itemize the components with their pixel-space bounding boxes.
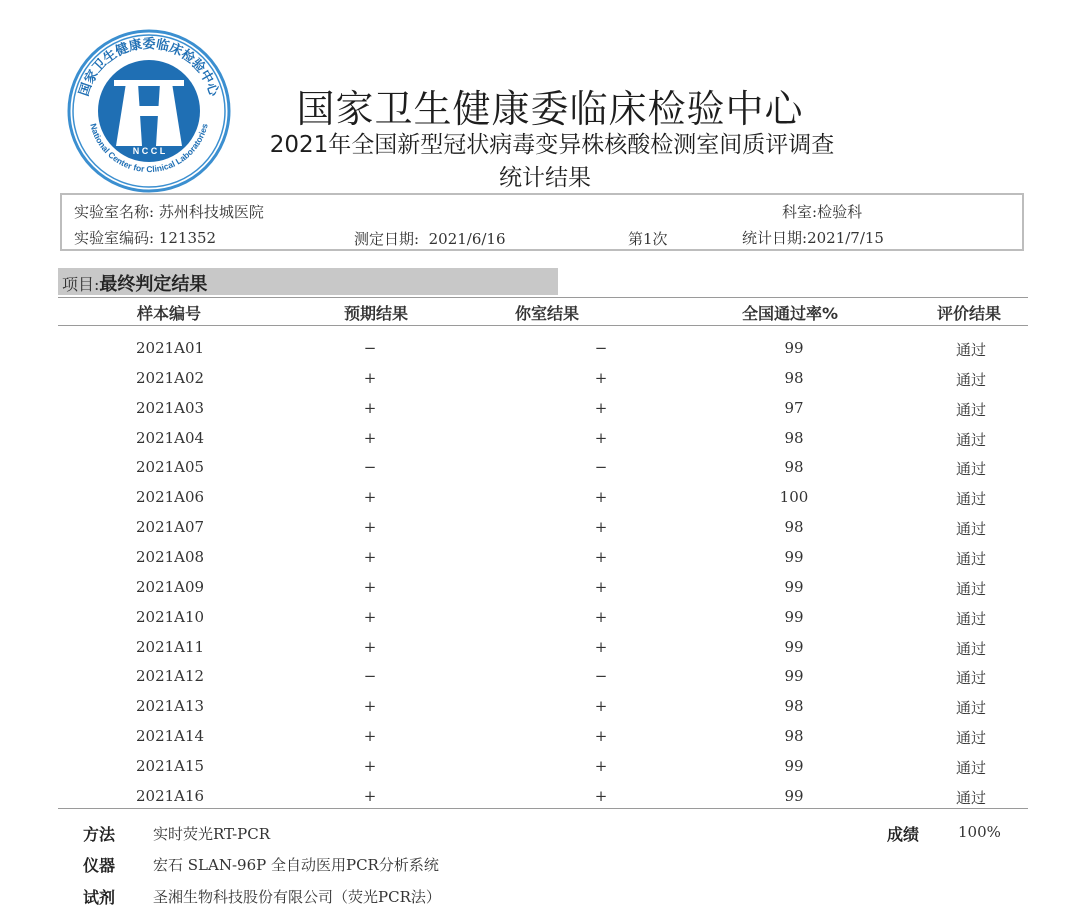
pass-rate-cell: 99: [784, 339, 804, 357]
table-row: [0, 631, 1080, 661]
sample-id-cell: 2021A11: [136, 637, 205, 656]
evaluation-cell: 通过: [956, 669, 987, 688]
expected-result-cell: +: [363, 697, 377, 716]
sample-id-cell: 2021A10: [136, 607, 205, 626]
table-row: [0, 660, 1080, 690]
stat-date-row: [742, 227, 884, 248]
lab-result-cell: +: [594, 398, 608, 417]
evaluation-cell: 通过: [956, 400, 987, 419]
lab-result-cell: −: [594, 339, 608, 357]
pass-rate-cell: 99: [784, 786, 804, 805]
sample-id-cell: 2021A08: [136, 548, 205, 567]
logo-letters: N C C L: [132, 146, 166, 156]
evaluation-cell: 通过: [956, 609, 987, 628]
sample-id-cell: 2021A07: [136, 518, 205, 537]
expected-result-cell: +: [363, 398, 377, 417]
lab-code-label: 实验室编码:: [74, 229, 155, 247]
sample-id-cell: 2021A15: [136, 757, 205, 776]
evaluation-cell: 通过: [956, 788, 987, 807]
table-row: [0, 750, 1080, 780]
reagent-label: 试剂: [83, 888, 116, 907]
col-header-sample-id: 样本编号: [137, 304, 202, 323]
lab-result-cell: +: [594, 637, 608, 656]
lab-result-cell: +: [594, 368, 608, 387]
col-header-expected: 预期结果: [344, 304, 409, 323]
evaluation-cell: 通过: [956, 520, 987, 539]
table-row: [0, 690, 1080, 720]
project-name: 最终判定结果: [99, 274, 208, 295]
sample-id-cell: 2021A13: [136, 697, 205, 716]
evaluation-cell: 通过: [956, 699, 987, 718]
sample-id-cell: 2021A16: [136, 786, 205, 805]
instrument-label: 仪器: [83, 856, 116, 875]
dept-value: 检验科: [817, 203, 863, 221]
table-header-rule: [58, 325, 1028, 326]
lab-result-cell: +: [594, 488, 608, 507]
lab-result-cell: +: [594, 757, 608, 776]
test-date-label: 测定日期:: [354, 230, 420, 248]
nccl-logo: [66, 28, 232, 194]
table-row: [0, 422, 1080, 452]
pass-rate-cell: 98: [784, 697, 804, 716]
expected-result-cell: +: [363, 786, 377, 805]
lab-name-row: [74, 201, 264, 222]
evaluation-cell: 通过: [956, 430, 987, 449]
evaluation-cell: 通过: [956, 341, 987, 359]
org-title: 国家卫生健康委临床检验中心: [296, 87, 804, 131]
expected-result-cell: −: [363, 339, 377, 357]
evaluation-cell: 通过: [956, 729, 987, 748]
table-row: [0, 332, 1080, 362]
expected-result-cell: +: [363, 637, 377, 656]
stat-date-label: 统计日期:: [742, 229, 808, 247]
method-label: 方法: [83, 825, 116, 844]
pass-rate-cell: 99: [784, 548, 804, 567]
expected-result-cell: +: [363, 488, 377, 507]
table-row: [0, 481, 1080, 511]
pass-rate-cell: 98: [784, 458, 804, 477]
sample-id-cell: 2021A09: [136, 577, 205, 596]
sample-id-cell: 2021A04: [136, 428, 205, 447]
score-label: 成绩: [887, 825, 920, 844]
pass-rate-cell: 99: [784, 637, 804, 656]
instrument-value: 宏石 SLAN-96P 全自动医用PCR分析系统: [153, 856, 439, 874]
expected-result-cell: +: [363, 548, 377, 567]
table-row: [0, 541, 1080, 571]
reagent-value: 圣湘生物科技股份有限公司（荧光PCR法）: [153, 888, 441, 906]
pass-rate-cell: 99: [784, 607, 804, 626]
project-label: 项目:: [62, 275, 100, 294]
expected-result-cell: +: [363, 607, 377, 626]
dept-label: 科室:: [782, 203, 818, 221]
test-date-row: [354, 228, 506, 249]
pass-rate-cell: 99: [784, 577, 804, 596]
evaluation-cell: 通过: [956, 490, 987, 509]
expected-result-cell: +: [363, 727, 377, 746]
lab-result-cell: +: [594, 697, 608, 716]
sample-id-cell: 2021A14: [136, 727, 205, 746]
lab-code-value: 121352: [158, 229, 217, 247]
table-body: [0, 332, 1080, 810]
project-title: [62, 270, 207, 296]
table-row: [0, 362, 1080, 392]
lab-result-cell: +: [594, 786, 608, 805]
lab-name-value: 苏州科技城医院: [158, 203, 264, 221]
pass-rate-cell: 99: [784, 757, 804, 776]
table-row: [0, 451, 1080, 481]
pass-rate-cell: 98: [784, 518, 804, 537]
lab-result-cell: +: [594, 548, 608, 567]
pass-rate-cell: 97: [784, 398, 804, 417]
lab-result-cell: −: [594, 458, 608, 477]
col-header-lab-result: 你室结果: [515, 304, 580, 323]
expected-result-cell: −: [363, 458, 377, 477]
dept-row: [782, 201, 862, 222]
lab-name-label: 实验室名称:: [74, 203, 155, 221]
pass-rate-cell: 98: [784, 368, 804, 387]
table-row: [0, 780, 1080, 810]
pass-rate-cell: 100: [779, 488, 809, 507]
table-bottom-rule: [58, 808, 1028, 809]
expected-result-cell: +: [363, 577, 377, 596]
evaluation-cell: 通过: [956, 460, 987, 479]
sample-id-cell: 2021A02: [136, 368, 205, 387]
logo-arc-text: 国家卫生健康委临床检验中心: [76, 37, 222, 99]
report-title: 统计结果: [499, 165, 591, 191]
pass-rate-cell: 98: [784, 727, 804, 746]
method-value: 实时荧光RT-PCR: [153, 825, 271, 843]
evaluation-cell: 通过: [956, 759, 987, 778]
evaluation-cell: 通过: [956, 370, 987, 389]
lab-result-cell: +: [594, 428, 608, 447]
survey-title: 2021年全国新型冠状病毒变异株核酸检测室间质评调查: [269, 132, 835, 158]
lab-result-cell: −: [594, 667, 608, 686]
pass-rate-cell: 98: [784, 428, 804, 447]
sample-id-cell: 2021A03: [136, 398, 205, 417]
table-row: [0, 392, 1080, 422]
sample-id-cell: 2021A01: [136, 339, 205, 357]
col-header-pass-rate: 全国通过率%: [742, 304, 839, 323]
stat-date-value: 2021/7/15: [807, 229, 884, 247]
evaluation-cell: 通过: [956, 579, 987, 598]
evaluation-cell: 通过: [956, 550, 987, 569]
sample-id-cell: 2021A05: [136, 458, 205, 477]
score-value: 100%: [958, 823, 1001, 841]
table-row: [0, 571, 1080, 601]
lab-result-cell: +: [594, 607, 608, 626]
lab-result-cell: +: [594, 518, 608, 537]
col-header-evaluation: 评价结果: [937, 304, 1002, 323]
lab-code-row: [74, 227, 216, 248]
table-top-rule: [58, 297, 1028, 298]
sample-id-cell: 2021A12: [136, 667, 205, 686]
lab-result-cell: +: [594, 577, 608, 596]
expected-result-cell: +: [363, 757, 377, 776]
expected-result-cell: +: [363, 518, 377, 537]
logo-english-text: National Center for Clinical Laboratories: [88, 122, 210, 175]
table-row: [0, 720, 1080, 750]
table-row: [0, 511, 1080, 541]
expected-result-cell: +: [363, 428, 377, 447]
evaluation-cell: 通过: [956, 639, 987, 658]
lab-result-cell: +: [594, 727, 608, 746]
sample-id-cell: 2021A06: [136, 488, 205, 507]
round-value: 第1次: [628, 230, 668, 248]
test-date-value: 2021/6/16: [428, 230, 506, 248]
expected-result-cell: −: [363, 667, 377, 686]
pass-rate-cell: 99: [784, 667, 804, 686]
table-row: [0, 601, 1080, 631]
expected-result-cell: +: [363, 368, 377, 387]
